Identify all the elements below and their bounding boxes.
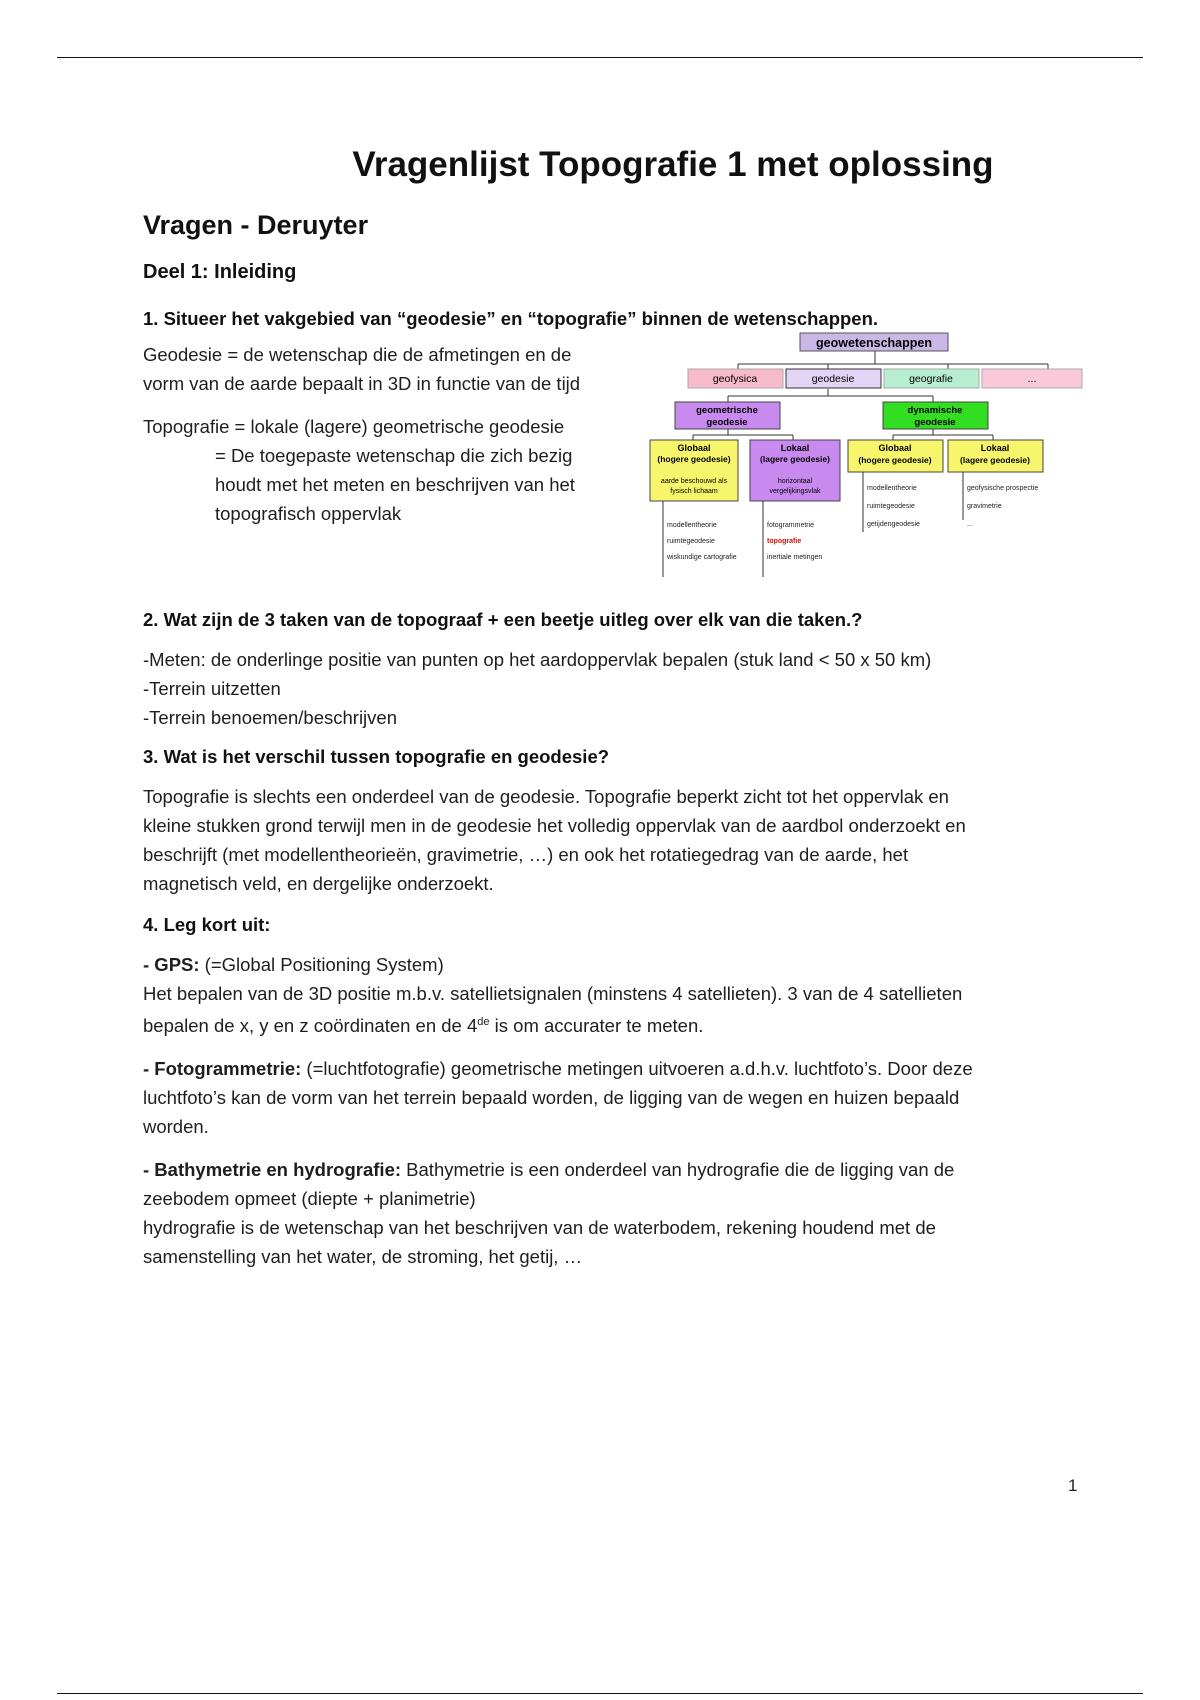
list-lokaal-2-item-2: gravimetrie bbox=[967, 503, 1002, 510]
lokaal-geometrisch-label-2: (lagere geodesie) bbox=[760, 454, 830, 464]
geofysica-label: geofysica bbox=[712, 373, 758, 385]
geodesie-label: geodesie bbox=[811, 373, 855, 385]
dynamische-label-1: dynamische bbox=[907, 405, 963, 416]
topografie-line-3: houdt met het meten en beschrijven van het bbox=[215, 474, 575, 495]
geodesie-line-2: vorm van de aarde bepaalt in 3D in functie van de tijd bbox=[143, 373, 581, 394]
globaal-geometrisch-label-2: (hogere geodesie) bbox=[657, 454, 731, 464]
bottom-rule bbox=[57, 1693, 1143, 1694]
q2-answer bbox=[143, 645, 1073, 732]
list-globaal-2-item-2: ruimtegeodesie bbox=[867, 503, 915, 510]
globaal-geometrisch-note-1: aarde beschouwd als bbox=[660, 478, 728, 485]
q4-gps bbox=[143, 950, 1073, 1040]
lokaal-geometrisch-note-1: horizontaal bbox=[777, 478, 813, 485]
q4-fotogrammetrie bbox=[143, 1054, 1073, 1141]
list-lokaal-2-item-3: ... bbox=[967, 521, 973, 528]
lokaal-geometrisch-note-2: vergelijkingsvlak bbox=[769, 488, 821, 495]
globaal-geometrisch-note-2: fysisch lichaam bbox=[670, 488, 718, 495]
geografie-label: geografie bbox=[909, 373, 953, 385]
gps-line-3 bbox=[143, 1008, 1073, 1040]
geodesie-line-1: Geodesie = de wetenschap die de afmetingen en de bbox=[143, 344, 572, 365]
gps-line-3-end: is om accurater te meten. bbox=[489, 1015, 704, 1037]
topografie-line-1: Topografie = lokale (lagere) geometrische geodesie bbox=[143, 416, 565, 437]
globaal-dynamisch-label-2: (hogere geodesie) bbox=[858, 455, 932, 465]
list-lokaal-1-item-2: topografie bbox=[767, 538, 802, 545]
q1-answer-text bbox=[143, 340, 623, 528]
page-subtitle: Vragen - Deruyter bbox=[143, 210, 369, 240]
geometrische-label-1: geometrische bbox=[696, 405, 758, 416]
list-globaal-1-item-1: modellentheorie bbox=[667, 522, 717, 529]
list-lokaal-1-item-1: fotogrammetrie bbox=[767, 522, 815, 529]
foto-line-1-rest: (=luchtfotografie) geometrische metingen uitvoeren a.d.h.v. luchtfoto’s. Door deze bbox=[301, 1058, 973, 1080]
gps-line-1-rest: (=Global Positioning System) bbox=[199, 954, 444, 975]
other-label: ... bbox=[1027, 373, 1037, 385]
question-4: 4. Leg kort uit: bbox=[143, 914, 271, 935]
root-label: geowetenschappen bbox=[816, 336, 932, 350]
document-body bbox=[143, 145, 1073, 1271]
bathy-line-1-rest: Bathymetrie is een onderdeel van hydrografie die de ligging van de bbox=[401, 1159, 955, 1181]
bathy-line-1 bbox=[143, 1155, 1073, 1184]
list-lokaal-1-item-3: inertiale metingen bbox=[767, 554, 823, 561]
gps-line-1 bbox=[143, 950, 1073, 979]
gps-superscript: de bbox=[477, 1016, 490, 1028]
gps-line-3-start: bepalen de x, y en z coördinaten en de 4 bbox=[143, 1015, 478, 1037]
gps-line-2: Het bepalen van de 3D positie m.b.v. satellietsignalen (minstens 4 satellieten). 3 van de 4 satellieten bbox=[143, 983, 963, 1004]
q3-line-2: kleine stukken grond terwijl men in de geodesie het volledig oppervlak van de aardbol onderzoekt en bbox=[143, 815, 966, 836]
foto-line-2: luchtfoto’s kan de vorm van het terrein bepaald worden, de ligging van de wegen en huizen bepaald bbox=[143, 1087, 960, 1109]
bathy-label: - Bathymetrie en hydrografie: bbox=[143, 1159, 402, 1181]
page-title: Vragenlijst Topografie 1 met oplossing bbox=[352, 145, 994, 184]
lokaal-geometrisch-label-1: Lokaal bbox=[780, 443, 810, 453]
q3-line-1: Topografie is slechts een onderdeel van de geodesie. Topografie beperkt zicht tot het oppervlak en bbox=[143, 786, 949, 807]
dynamische-label-2: geodesie bbox=[914, 417, 956, 428]
gps-label: - GPS: bbox=[143, 954, 200, 975]
bathy-line-2: zeebodem opmeet (diepte + planimetrie) bbox=[143, 1188, 476, 1210]
bathy-line-4: samenstelling van het water, de stroming, het getij, … bbox=[143, 1246, 583, 1268]
foto-line-1 bbox=[143, 1054, 1073, 1083]
q2-line-3: -Terrein benoemen/beschrijven bbox=[143, 707, 397, 728]
foto-line-3: worden. bbox=[143, 1116, 209, 1138]
topografie-line-4: topografisch oppervlak bbox=[215, 503, 402, 524]
question-3: 3. Wat is het verschil tussen topografie en geodesie? bbox=[143, 746, 610, 767]
q3-answer bbox=[143, 782, 1073, 898]
globaal-dynamisch-label-1: Globaal bbox=[878, 443, 912, 453]
list-globaal-1-item-2: ruimtegeodesie bbox=[667, 538, 715, 545]
globaal-geometrisch-label-1: Globaal bbox=[677, 443, 711, 453]
q2-line-2: -Terrein uitzetten bbox=[143, 678, 281, 699]
q1-answer-row bbox=[143, 336, 1073, 585]
lokaal-dynamisch-label-2: (lagere geodesie) bbox=[960, 455, 1030, 465]
list-globaal-2-item-3: getijdengeodesie bbox=[867, 521, 920, 528]
question-2: 2. Wat zijn de 3 taken van de topograaf + een beetje uitleg over elk van die taken.? bbox=[143, 609, 863, 630]
list-globaal-1-item-3: wiskundige cartografie bbox=[667, 554, 737, 561]
geowetenschappen-diagram bbox=[648, 332, 1093, 577]
foto-label: - Fotogrammetrie: bbox=[143, 1058, 302, 1080]
section-heading: Deel 1: Inleiding bbox=[143, 261, 297, 283]
geometrische-label-2: geodesie bbox=[706, 417, 748, 428]
question-1: 1. Situeer het vakgebied van “geodesie” en “topografie” binnen de wetenschappen. bbox=[143, 308, 879, 329]
q3-line-4: magnetisch veld, en dergelijke onderzoekt. bbox=[143, 873, 494, 894]
list-globaal-2-item-1: modellentheorie bbox=[867, 485, 917, 492]
q2-line-1: -Meten: de onderlinge positie van punten op het aardoppervlak bepalen (stuk land < 50 x 50 km) bbox=[143, 649, 932, 670]
page-number: 1 bbox=[1068, 1476, 1078, 1495]
list-lokaal-2-item-1: geofysische prospectie bbox=[967, 485, 1039, 492]
topografie-line-2: = De toegepaste wetenschap die zich bezig bbox=[215, 445, 573, 466]
bathy-line-3: hydrografie is de wetenschap van het beschrijven van de waterbodem, rekening houdend met de bbox=[143, 1217, 936, 1239]
lokaal-dynamisch-label-1: Lokaal bbox=[980, 443, 1010, 453]
q4-bathymetrie bbox=[143, 1155, 1073, 1271]
q3-line-3: beschrijft (met modellentheorieën, gravimetrie, …) en ook het rotatiegedrag van de aarde, het bbox=[143, 844, 909, 865]
top-rule bbox=[57, 57, 1143, 58]
